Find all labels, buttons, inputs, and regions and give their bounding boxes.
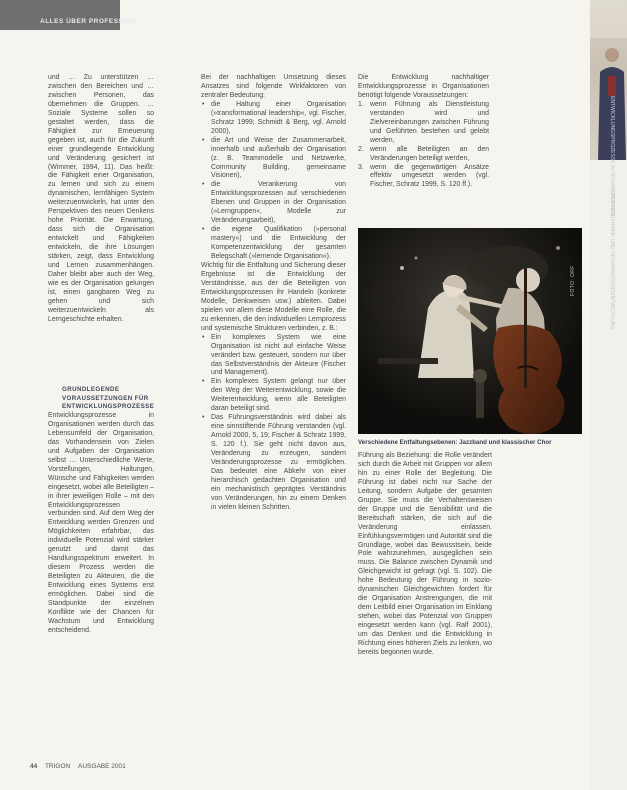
list-number: 3. bbox=[358, 163, 364, 171]
photo-caption: Verschiedene Entfaltungsebenen: Jazzband und klassischer Chor bbox=[358, 439, 552, 446]
sub-heading: GRUNDLEGENDE VORAUSSETZUNGEN FÜR ENTWICKLUNGSPROZESSE bbox=[62, 386, 155, 411]
page-number: 44 bbox=[30, 763, 38, 770]
column-2 bbox=[201, 74, 346, 513]
bullet-list-bottom bbox=[201, 334, 346, 513]
list-item: • die Art und Weise der Zusammenarbeit, innerhalb und außerhalb der Organisation (z. B. Teammodelle und Netzwerke, Community Building, gemeinsame Visionen), bbox=[201, 137, 346, 182]
list-text: wenn die gegenwärtigen Ansätze effektiv umgesetzt werden (vgl. Fischer, Schratz 1999, S. 120 ff.). bbox=[370, 163, 489, 189]
list-text: wenn alle Beteiligten an den Veränderungen beteiligt werden, bbox=[370, 145, 489, 162]
column-3-bottom-text: Führung als Beziehung: die Rolle verändert sich durch die Arbeit mit Gruppen vor allem hin zu einer Rolle der Begleitung. Die Führung ist dabei nicht nur Sache der Leitung, sondern Aufgabe der gesamten Gruppe. Sie muss die Verhaltensweisen der Gruppe und die Sensibilität und die Bereitschaft stärken, die sich auf die Veränderung einlassen. Einfühlungsvermögen und Autorität sind die Grundlage, wobei das Bewusstsein, beide Pole wahrzunehmen, ausgeglichen sein muss. Die Balance zwischen Dynamik und Gleichgewicht ist gefragt (vgl. S. 102). Die hohe Bedeutung der Führung in sozio-dynamischen Gleichgewichten fordert für die Organisation Anstrengungen, die mit dem Leitbild einer Organisation im Einklang stehen, wobei das Potenzial von Gruppen eingesetzt werden kann (vgl. Ralf 2001), um das Denken und die Entwicklung in Richtung eines höheren Ziels zu lenken, wo bereits begonnen wurde. bbox=[358, 452, 492, 656]
list-item bbox=[358, 146, 489, 164]
column-1-bottom-text: Entwicklungsprozesse in Organisationen werden durch das Lebensumfeld der Organisation, das Vorhandensein von Zielen und Aufgaben der Organisation selbst … Unterschiedliche Werte, Vorstellungen, Haltungen, Wünsche und Fähigkeiten werden eingesetzt, wobei alle Beteiligten – in ihrer jeweiligen Rolle – mit den Entwicklungsprozessen verbunden sind. Auf dem Weg der Entwicklung werden Grenzen und Möglichkeiten erfahrbar, das individuelle Potenzial wird stärker genutzt und damit das Handlungsspektrum erweitert. In diesem Prozess werden die Beteiligten zu Akteuren, die die Entwicklung eines Systems erst ermöglichen. Dabei sind die Standpunkte der einzelnen Konflikte wie der Chancen für Wachstum und Entwicklung entscheidend. bbox=[48, 412, 154, 634]
column-2-mid: Wichtig für die Entfaltung und Sicherung dieser Ergebnisse ist die Entwicklung der Verständnisse, aus der die Beteiligten von Entwicklungsprozessen ihr Handeln (konkrete Modelle, Denkweisen usw.) ableiten. Dabei spielen vor allem diese Modelle eine Rolle, die zu erkennen, die den individuellen Lernprozess und systemische Strukturen verbinden, z. B.: bbox=[201, 262, 346, 332]
margin-vertical-text-bottom: GRUPPENDYNAMIK UND ORGANISATIONSENTWICKLUNG bbox=[609, 190, 615, 330]
list-item: • Ein komplexes System wie eine Organisation ist nicht auf einfache Weise verändert bzw. gesteuert, sondern nur über das Selbstverständnis der Akteure (Fischer und Management). bbox=[201, 334, 346, 379]
section-header-bar bbox=[0, 0, 120, 30]
margin-vertical-text-top: ENTWICKLUNGSPROZESSE IN ORGANISATIONEN bbox=[609, 96, 615, 217]
page-footer bbox=[30, 763, 126, 770]
list-text: wenn Führung als Dienstleistung verstanden wird und Zielvereinbarungen zwischen Führung und Geführten bestehen und gelebt werden, bbox=[370, 100, 489, 144]
list-number: 1. bbox=[358, 100, 364, 108]
column-1-intro: und … Zu unterstützen … zwischen den Bereichen und … zwischen Personen, das übernehmen die Gruppen. … Soziale Systeme sollen so gestaltet werden, dass die Fähigkeit zur Erneuerung gegeben ist, auch für die Zukunft einer grundlegende Entwicklung und Veränderung gesichert ist (Wimmer, 1994, 11). Das heißt: die Fähigkeit einer Organisation, zu lernen und sich zu einem dynamischen, lernfähigen System weiterzuentwickeln, hat unter den Perspektiven des neuen Denkens hohe Priorität. Die Erwartung, dass sich die Organisation entwickelt und Fähigkeiten entwickeln, die ihre Lösungen stärken, zeigt, dass Entwicklung und Lernen zusammenhängen. Daher bleibt aber auch der Weg, wie es der Organisation gelungen ist, einen gangbaren Weg zu gehen und sich weiterzuentwickeln als Lerngeschichte erhalten. bbox=[48, 74, 154, 323]
list-item: • die Haltung einer Organisation (»transformational leadership«, vgl. Fischer, Schratz 1999; Schmidt & Berg, vgl. Arnold 2000), bbox=[201, 101, 346, 137]
list-number: 2. bbox=[358, 145, 364, 153]
section-label: ALLES ÜBER PROFESSION bbox=[40, 18, 137, 25]
column-3-bottom bbox=[358, 452, 492, 658]
list-item: • die eigene Qualifikation (»personal mastery«) und die Entwicklung der Kompetenzentwicklung der gesamten Belegschaft (»lernende Organisation«). bbox=[201, 226, 346, 262]
list-item bbox=[358, 164, 489, 191]
footer-issue: AUSGABE 2001 bbox=[78, 763, 126, 770]
concert-photo bbox=[358, 228, 582, 434]
list-item: • die Verankerung von Entwicklungsprozessen auf verschiedenen Ebenen und Gruppen in der Organisation (»Lerngruppen«, Modelle zur Veränderungsarbeit), bbox=[201, 181, 346, 226]
column-3 bbox=[358, 74, 489, 190]
column-2-intro: Bei der nachhaltigen Umsetzung dieses Ansatzes sind folgende Wirkfaktoren von zentraler Bedeutung: bbox=[201, 74, 346, 99]
column-1 bbox=[48, 74, 154, 325]
list-item bbox=[358, 101, 489, 146]
column-3-intro: Die Entwicklung nachhaltiger Entwicklungsprozesse in Organisationen benötigt folgende Voraussetzungen: bbox=[358, 74, 489, 99]
list-item: • Das Führungsverständnis wird dabei als eine sinnstiftende Führung verstanden (vgl. Arnold 2000, 5, 19; Fischer & Schratz 1999, S. 120 f.). Sie geht nicht davon aus, Veränderung zu erzeugen, sondern Veränderungsprozesse zu ermöglichen. Das bedeutet eine Abkehr von einer hierarchisch gedachten Organisation und ein mechanistisch geprägtes Verständnis von Veränderungen, hin zu einem Denken in vielen kleinen Schritten. bbox=[201, 414, 346, 512]
photo-credit: FOTO: ORF bbox=[570, 265, 576, 296]
bullet-list-top bbox=[201, 101, 346, 262]
numbered-list bbox=[358, 101, 489, 191]
list-item: • Ein komplexes System gelangt nur über den Weg der Weiterentwicklung, sowie die Weiterentwicklung, wenn alle Beteiligten daran beteiligt sind. bbox=[201, 378, 346, 414]
column-1-bottom bbox=[48, 412, 154, 636]
concert-photo-illustration bbox=[358, 228, 582, 434]
footer-publication: TRIGON bbox=[44, 763, 71, 770]
